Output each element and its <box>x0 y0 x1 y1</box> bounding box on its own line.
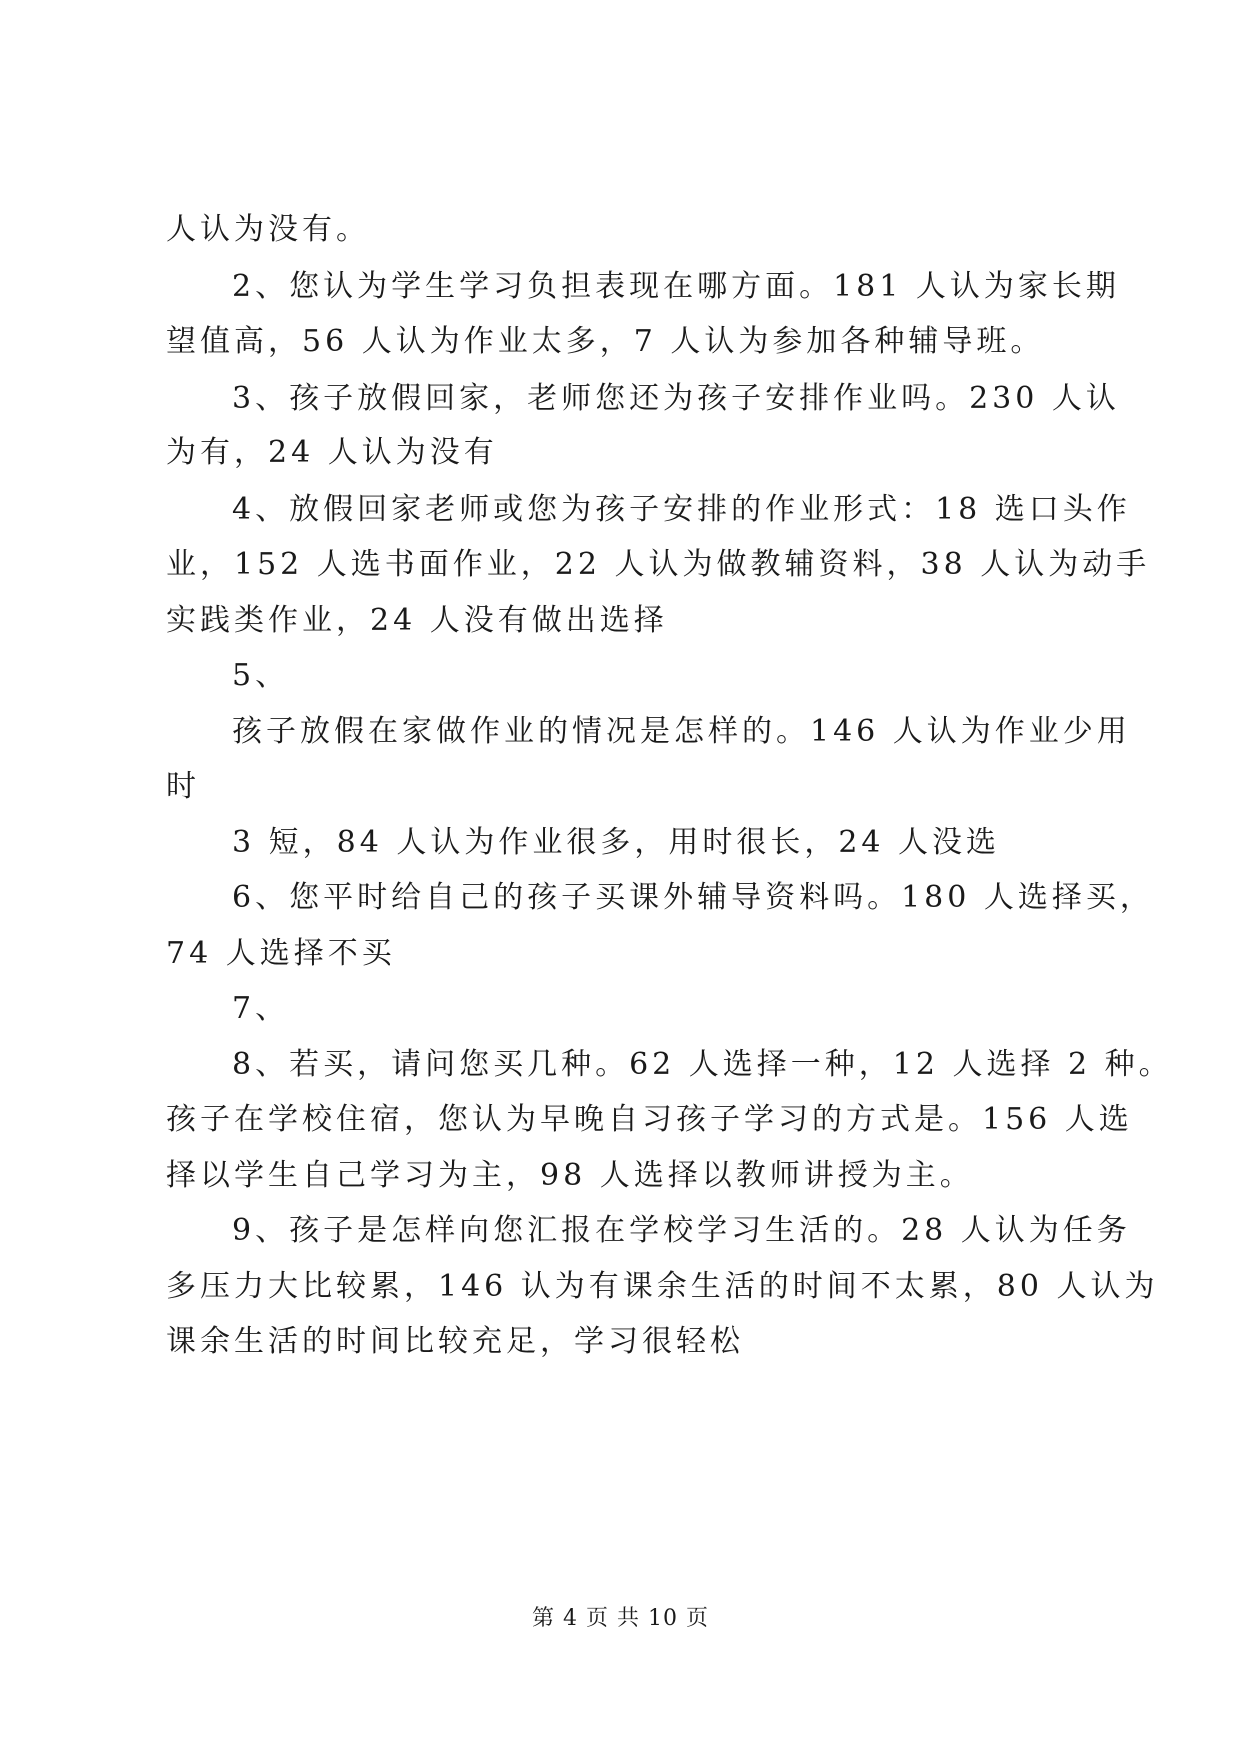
text-line: 时 <box>166 769 200 804</box>
text-line: 为有，24 人认为没有 <box>166 435 498 470</box>
text-line: 人认为没有。 <box>166 212 370 247</box>
text-line: 6、您平时给自己的孩子买课外辅导资料吗。180 人选择买， <box>232 880 1154 915</box>
text-line: 2、您认为学生学习负担表现在哪方面。181 人认为家长期 <box>232 269 1120 304</box>
page-footer: 第 4 页 共 10 页 <box>532 1606 709 1631</box>
text-line: 3 短，84 人认为作业很多，用时很长，24 人没选 <box>232 825 1001 860</box>
text-line: 实践类作业，24 人没有做出选择 <box>166 603 668 638</box>
text-line: 业，152 人选书面作业，22 人认为做教辅资料，38 人认为动手 <box>166 547 1151 582</box>
text-line: 5、 <box>232 658 290 693</box>
text-line: 7、 <box>232 991 290 1026</box>
text-line: 4、放假回家老师或您为孩子安排的作业形式：18 选口头作 <box>232 492 1131 527</box>
text-line: 择以学生自己学习为主，98 人选择以教师讲授为主。 <box>166 1158 974 1193</box>
text-line: 孩子放假在家做作业的情况是怎样的。146 人认为作业少用 <box>232 714 1131 749</box>
text-line: 3、孩子放假回家，老师您还为孩子安排作业吗。230 人认 <box>232 381 1120 416</box>
text-line: 望值高，56 人认为作业太多，7 人认为参加各种辅导班。 <box>166 324 1045 359</box>
text-line: 74 人选择不买 <box>166 936 396 971</box>
text-line: 8、若买，请问您买几种。62 人选择一种，12 人选择 2 种。 <box>232 1047 1173 1082</box>
text-line: 多压力大比较累，146 认为有课余生活的时间不太累，80 人认为 <box>166 1269 1159 1304</box>
text-line: 孩子在学校住宿，您认为早晚自习孩子学习的方式是。156 人选 <box>166 1102 1133 1137</box>
text-line: 课余生活的时间比较充足，学习很轻松 <box>166 1324 744 1359</box>
text-line: 9、孩子是怎样向您汇报在学校学习生活的。28 人认为任务 <box>232 1213 1131 1248</box>
